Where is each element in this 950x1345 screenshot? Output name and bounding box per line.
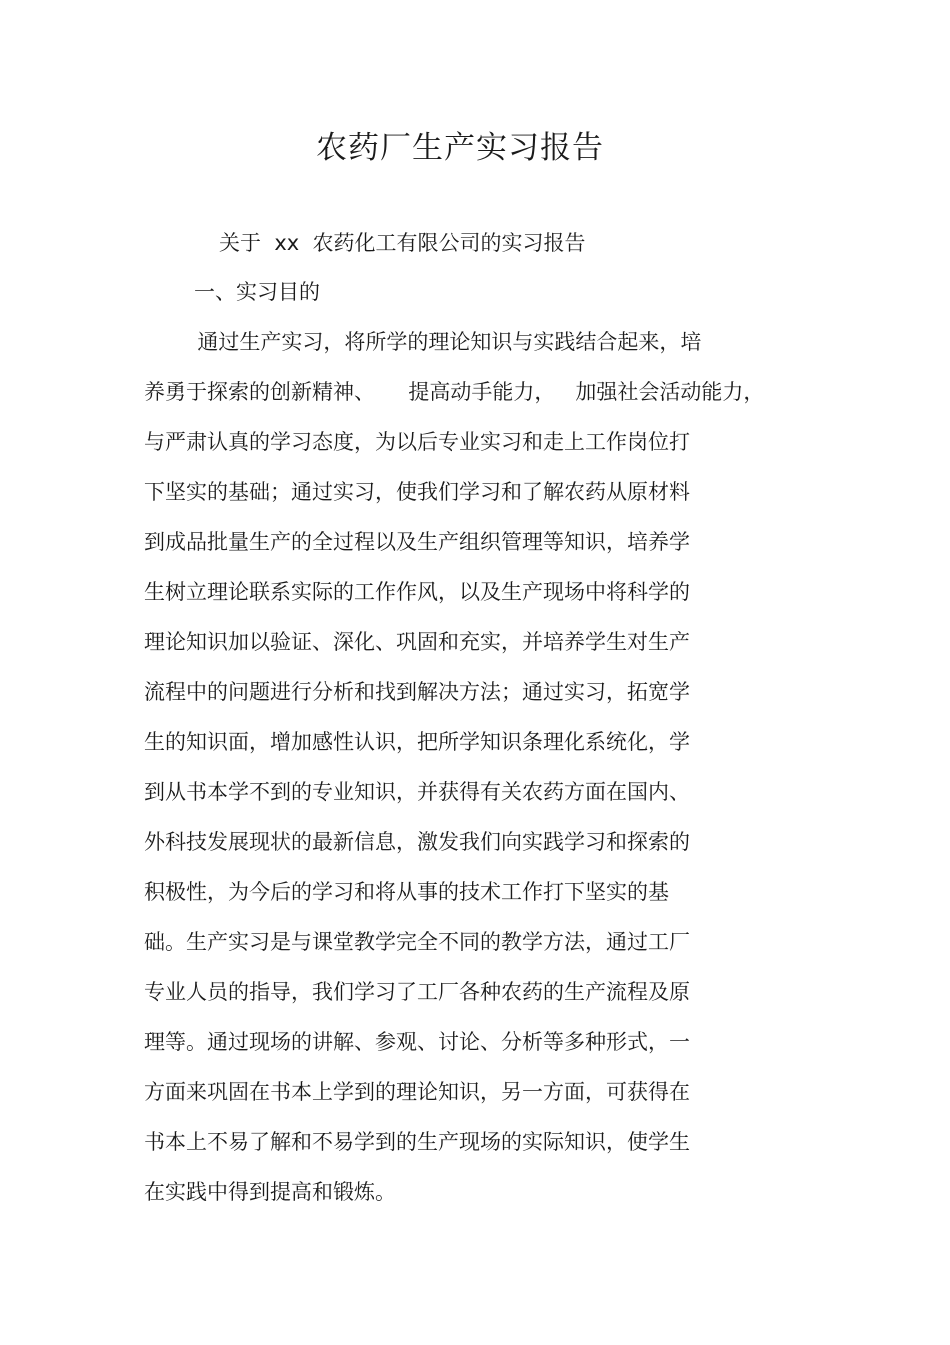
paragraph-line: 理论知识加以验证、深化、巩固和充实，并培养学生对生产: [144, 630, 690, 654]
document-title: 农药厂生产实习报告: [316, 130, 604, 166]
paragraph-line: 专业人员的指导，我们学习了工厂各种农药的生产流程及原: [144, 980, 690, 1004]
paragraph-line: 生树立理论联系实际的工作作风，以及生产现场中将科学的: [144, 580, 690, 604]
paragraph-line: 流程中的问题进行分析和找到解决方法；通过实习，拓宽学: [144, 680, 690, 704]
paragraph-line: 积极性，为今后的学习和将从事的技术工作打下坚实的基: [144, 880, 669, 904]
paragraph-line: 生的知识面，增加感性认识，把所学知识条理化系统化，学: [144, 730, 690, 754]
paragraph-line: 与严肃认真的学习态度，为以后专业实习和走上工作岗位打: [144, 430, 690, 454]
report-subtitle: 关于 xx 农药化工有限公司的实习报告: [219, 231, 586, 255]
paragraph-line: 础。生产实习是与课堂教学完全不同的教学方法，通过工厂: [144, 930, 690, 954]
paragraph-line: 到成品批量生产的全过程以及生产组织管理等知识，培养学: [144, 530, 690, 554]
paragraph-line: 书本上不易了解和不易学到的生产现场的实际知识，使学生: [144, 1130, 690, 1154]
paragraph-line: 在实践中得到提高和锻炼。: [144, 1180, 396, 1204]
paragraph-line: 养勇于探索的创新精神、 提高动手能力， 加强社会活动能力，: [144, 380, 765, 404]
paragraph-line: 通过生产实习，将所学的理论知识与实践结合起来，培: [144, 330, 702, 354]
paragraph-line: 到从书本学不到的专业知识，并获得有关农药方面在国内、: [144, 780, 690, 804]
paragraph-line: 方面来巩固在书本上学到的理论知识，另一方面，可获得在: [144, 1080, 690, 1104]
section-heading: 一、实习目的: [194, 280, 320, 304]
paragraph-line: 下坚实的基础；通过实习，使我们学习和了解农药从原材料: [144, 480, 690, 504]
paragraph-line: 外科技发展现状的最新信息，激发我们向实践学习和探索的: [144, 830, 690, 854]
paragraph-line: 理等。通过现场的讲解、参观、讨论、分析等多种形式，一: [144, 1030, 690, 1054]
